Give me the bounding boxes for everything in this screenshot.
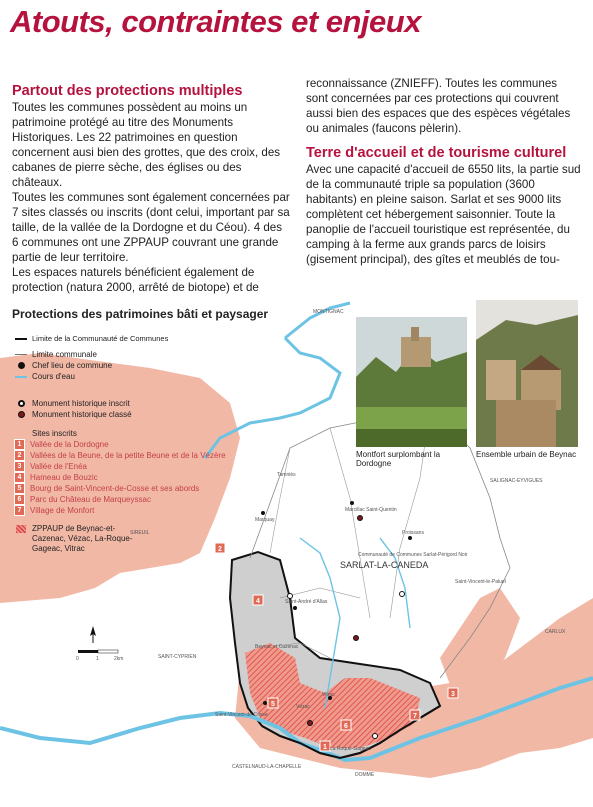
- paragraph-tourisme: Avec une capacité d'accueil de 6550 lits, la partie sud de la communauté triple sa population (3600 habitants) en pleine saison. Sarlat et ses 9000 lits complètent cet hébergement saisonnier. Toute la panoplie de l'accueil touristique est représentée, du camping à la ferme aux grands parcs de loisirs (gisement principal), des gîtes et meublés de tou-: [306, 163, 581, 266]
- site-label: Village de Monfort: [30, 506, 95, 515]
- site-number-badge: 3: [14, 461, 25, 472]
- caption-montfort: Montfort surplombant la Dordogne: [356, 450, 441, 468]
- svg-text:5: 5: [271, 701, 275, 708]
- north-arrow: [90, 626, 96, 643]
- paragraph-3-start: Les espaces naturels bénéficient également de protection (natura 2000, arrêté de biotope) et de: [12, 266, 259, 294]
- svg-text:DOMME: DOMME: [355, 772, 375, 778]
- svg-text:Vitrac: Vitrac: [322, 692, 335, 698]
- site-number-badge: 5: [14, 483, 25, 494]
- svg-text:Vézac: Vézac: [296, 704, 310, 710]
- legend-cours-eau: Cours d'eau: [14, 371, 234, 382]
- legend-site-list: [14, 439, 234, 516]
- scale-bar: [76, 650, 123, 662]
- paragraph-3-end: reconnaissance (ZNIEFF). Toutes les communes sont concernées par ces protections qui couvrent aussi bien des espaces que des espèces végétales ou animales (faucons pèlerin).: [306, 77, 571, 135]
- svg-text:1: 1: [96, 656, 99, 662]
- legend-limite-communale: Limite communale: [14, 349, 234, 360]
- svg-text:Marquay: Marquay: [255, 517, 275, 523]
- svg-text:Saint-Vincent-le-Paluel: Saint-Vincent-le-Paluel: [455, 579, 506, 585]
- site-label: Parc du Château de Marqueyssac: [30, 495, 151, 504]
- svg-text:Marcillac Saint-Quentin: Marcillac Saint-Quentin: [345, 507, 397, 513]
- site-number-badge: 4: [14, 472, 25, 483]
- legend-site-6: [14, 494, 234, 505]
- site-label: Hameau de Bouzic: [30, 473, 98, 482]
- caption-beynac: Ensemble urbain de Beynac: [476, 450, 577, 459]
- legend-zppaup: ZPPAUP de Beynac-et-Cazenac, Vézac, La-Roque-Gageac, Vitrac: [14, 524, 234, 554]
- site-label: Vallée de la Dordogne: [30, 440, 109, 449]
- site-label: Vallées de la Beune, de la petite Beune et de la Vézère: [30, 451, 226, 460]
- svg-text:7: 7: [413, 713, 417, 720]
- svg-text:2: 2: [218, 546, 222, 553]
- right-column: [306, 76, 582, 267]
- svg-text:Communauté de Communes Sarlat-: Communauté de Communes Sarlat-Périgord Noir: [358, 552, 468, 558]
- legend-site-3: [14, 461, 234, 472]
- svg-text:1: 1: [323, 744, 327, 751]
- svg-text:2km: 2km: [114, 656, 124, 662]
- svg-text:Proissans: Proissans: [402, 530, 424, 536]
- site-label: Bourg de Saint-Vincent-de-Cosse et ses abords: [30, 484, 200, 493]
- svg-text:SALIGNAC-EYVIGUES: SALIGNAC-EYVIGUES: [490, 478, 543, 484]
- legend-sites-inscrits: Sites inscrits: [14, 428, 234, 439]
- legend-chef-lieu: Chef lieu de commune: [14, 360, 234, 371]
- photo-montfort: [356, 317, 467, 447]
- svg-text:CARLUX: CARLUX: [545, 629, 566, 635]
- svg-text:CASTELNAUD-LA-CHAPELLE: CASTELNAUD-LA-CHAPELLE: [232, 764, 302, 770]
- legend-site-5: [14, 483, 234, 494]
- paragraph-1: Toutes les communes possèdent au moins un patrimoine protégé au titre des Monuments Historiques. Les 22 patrimoines en question concernent ausi bien des grottes, que des croix, des cabanes de pierre sèche, des églises ou des châteaux.: [12, 101, 281, 189]
- svg-text:Saint-Vincent-de-Cosse: Saint-Vincent-de-Cosse: [215, 712, 268, 718]
- svg-text:Beynac et Cazenac: Beynac et Cazenac: [255, 644, 299, 650]
- svg-text:La Roque-Gageac: La Roque-Gageac: [330, 746, 371, 752]
- svg-text:MONTIGNAC: MONTIGNAC: [313, 309, 344, 315]
- svg-text:6: 6: [344, 723, 348, 730]
- legend-site-1: [14, 439, 234, 450]
- left-column: [12, 84, 290, 295]
- svg-text:Saint-André d'Allas: Saint-André d'Allas: [285, 599, 328, 605]
- site-number-badge: 6: [14, 494, 25, 505]
- legend-site-2: [14, 450, 234, 461]
- svg-text:3: 3: [451, 691, 455, 698]
- map-title: Protections des patrimoines bâti et paysager: [12, 307, 269, 321]
- svg-text:0: 0: [76, 656, 79, 662]
- map-legend: [14, 333, 234, 554]
- photo-beynac: [476, 300, 578, 447]
- svg-text:SAINT-CYPRIEN: SAINT-CYPRIEN: [158, 654, 197, 660]
- section-heading-protections: Partout des protections multiples: [12, 83, 243, 99]
- svg-text:4: 4: [256, 598, 260, 605]
- section-heading-tourisme: Terre d'accueil et de tourisme culturel: [306, 145, 567, 161]
- svg-text:SIREUIL: SIREUIL: [130, 530, 150, 536]
- site-number-badge: 1: [14, 439, 25, 450]
- legend-mh-inscrit: Monument historique inscrit: [14, 398, 234, 409]
- paragraph-2: Toutes les communes sont également concernées par 7 sites classés ou inscrits (dont celui, important par sa taille, de la vallée de la Dordogne et du Céou). 4 des 6 communes ont une ZPPAUP couvrant une grande partie de leur territoire.: [12, 191, 290, 264]
- legend-site-7: [14, 505, 234, 516]
- site-label: Vallée de l'Enéa: [30, 462, 87, 471]
- site-number-badge: 2: [14, 450, 25, 461]
- legend-mh-classe: Monument historique classé: [14, 409, 234, 420]
- page-title: Atouts, contraintes et enjeux: [10, 4, 421, 39]
- site-number-badge: 7: [14, 505, 25, 516]
- svg-text:Tamniès: Tamniès: [277, 472, 296, 478]
- legend-site-4: [14, 472, 234, 483]
- svg-text:SARLAT-LA-CANEDA: SARLAT-LA-CANEDA: [340, 560, 429, 570]
- legend-limite-communaute: Limite de la Communauté de Communes: [14, 333, 234, 344]
